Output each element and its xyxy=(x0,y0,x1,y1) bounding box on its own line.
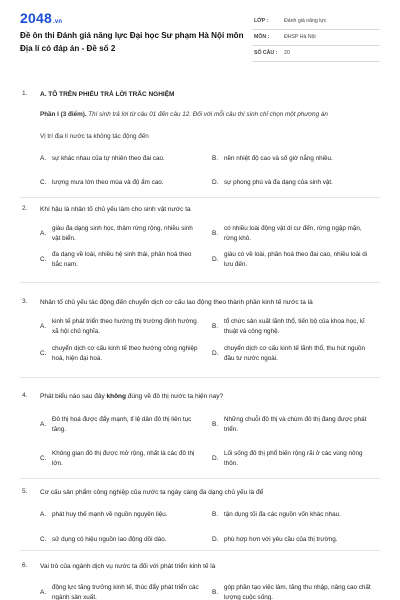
option-text: nền nhiệt độ cao và số giờ nắng nhiều. xyxy=(224,155,333,162)
option-letter: D. xyxy=(212,179,219,186)
option-text: Những chuỗi đô thị và chùm đô thị đang được phát triển. xyxy=(224,416,367,433)
question-stem: Nhân tố chủ yếu tác động đến chuyển dịch cơ cấu lao động theo thành phần kinh tế nước ta là xyxy=(40,299,313,306)
option-letter: D. xyxy=(212,455,219,462)
option-letter: C. xyxy=(40,350,47,357)
question-number: 2. xyxy=(22,205,28,212)
option-letter: C. xyxy=(40,256,47,263)
option-letter: A. xyxy=(40,421,47,428)
brand-logo[interactable] xyxy=(20,10,62,26)
option-text: sử dụng có hiệu nguồn lao động dồi dào. xyxy=(52,536,167,543)
option-text: phát huy thế mạnh về nguồn nguyên liệu. xyxy=(52,511,168,518)
question-stem: Vị trí địa lí nước ta không tác động đến xyxy=(40,133,149,140)
brand-suffix: .vn xyxy=(52,19,63,25)
part-label: Phần I (3 điểm). xyxy=(40,111,87,118)
option-text: sự phong phú và đa dạng của sinh vật. xyxy=(224,179,333,186)
meta-label-mon: MÔN : xyxy=(254,34,270,40)
option-letter: C. xyxy=(40,179,47,186)
question-stem xyxy=(40,392,385,402)
part-description xyxy=(40,110,385,120)
meta-label-lop: LỚP : xyxy=(254,18,269,24)
option-text: Đô thị hoá được đẩy mạnh, tỉ lệ dân đô thị liên tục tăng. xyxy=(52,416,192,433)
option-letter: D. xyxy=(212,536,219,543)
meta-row-socau xyxy=(252,46,380,62)
question-number: 6. xyxy=(22,562,28,569)
divider xyxy=(20,377,380,378)
divider xyxy=(20,197,380,198)
option-letter: A. xyxy=(40,230,47,237)
option-letter: B. xyxy=(212,421,219,428)
option-text: lượng mưa lớn theo mùa và độ ẩm cao. xyxy=(52,179,164,186)
exam-meta xyxy=(252,14,380,62)
question-stem: Khí hậu là nhân tố chủ yếu làm cho sinh vật nước ta xyxy=(40,206,191,213)
option-letter: B. xyxy=(212,230,219,237)
stem-post: đúng về đô thị nước ta hiện nay? xyxy=(126,393,224,400)
part-text: Thí sinh trả lời từ câu 01 đến câu 12. Đối với mỗi câu thí sinh chỉ chọn một phương án xyxy=(86,111,328,118)
option-text: giàu đa dạng sinh học, thảm rừng rộng, nhiều sinh vật biển. xyxy=(52,225,193,242)
option-text: Không gian đô thị được mở rộng, nhất là các đô thị lớn. xyxy=(52,450,195,467)
question-number: 1. xyxy=(22,90,28,97)
option-text: giàu có về loài, phân hoá theo đai cao, nhiều loài di lưu đến. xyxy=(224,251,368,268)
meta-value-lop: Đánh giá năng lực xyxy=(284,18,327,24)
question-number: 4. xyxy=(22,392,28,399)
option-text: động lực tăng trưởng kinh tế, thúc đẩy phát triển các ngành sản xuất. xyxy=(52,584,199,600)
option-letter: C. xyxy=(40,536,47,543)
option-text: chuyển dịch cơ cấu kinh tế theo hướng công nghiệp hoá, hiện đại hoá. xyxy=(52,345,198,362)
option-letter: C. xyxy=(40,455,47,462)
option-letter: D. xyxy=(212,350,219,357)
option-letter: A. xyxy=(40,323,47,330)
option-text: sự khác nhau của tự nhiên theo đai cao. xyxy=(52,155,165,162)
question-number: 5. xyxy=(22,488,28,495)
option-text: phù hợp hơn với yêu cầu của thị trường. xyxy=(224,536,338,543)
option-letter: B. xyxy=(212,589,219,596)
meta-row-mon xyxy=(252,30,380,46)
divider xyxy=(20,478,380,479)
section-title: A. TÔ TRÊN PHIẾU TRẢ LỜI TRẮC NGHIỆM xyxy=(40,91,175,98)
option-text: có nhiều loài động vật di cư đến, rừng ngập mặn, rừng khô. xyxy=(224,225,362,242)
option-text: chuyển dịch cơ cấu kinh tế lãnh thổ, thu hút nguồn đầu tư nước ngoài. xyxy=(224,345,366,362)
stem-pre: Phát biểu nào sau đây xyxy=(40,393,107,400)
meta-label-socau: SỐ CÂU : xyxy=(254,50,278,56)
header xyxy=(0,0,400,70)
meta-value-mon: ĐHSP Hà Nội xyxy=(284,34,316,40)
option-letter: A. xyxy=(40,155,47,162)
divider xyxy=(20,550,380,551)
option-text: góp phần tạo việc làm, tăng thu nhập, nâng cao chất lượng cuộc sống. xyxy=(224,584,371,600)
question-number: 3. xyxy=(22,298,28,305)
option-text: đa dạng về loài, nhiều hệ sinh thái, phân hoá theo bắc nam. xyxy=(52,251,192,268)
option-letter: B. xyxy=(212,155,219,162)
option-text: tận dụng tối đa các nguồn vốn khác nhau. xyxy=(224,511,341,518)
option-letter: A. xyxy=(40,511,47,518)
divider xyxy=(20,282,380,283)
option-text: kinh tế phát triển theo hướng thị trường định hướng xã hội chủ nghĩa. xyxy=(52,318,197,335)
option-letter: D. xyxy=(212,256,219,263)
brand-name: 2048 xyxy=(20,10,52,26)
option-text: Lối sống đô thị phổ biến rộng rãi ở các vùng nông thôn. xyxy=(224,450,363,467)
option-letter: B. xyxy=(212,323,219,330)
option-letter: B. xyxy=(212,511,219,518)
meta-row-lop xyxy=(252,14,380,30)
question-stem: Cơ cấu sản phẩm công nghiệp của nước ta ngày càng đa dạng chủ yếu là để xyxy=(40,489,264,496)
page-title: Đề ôn thi Đánh giá năng lực Đại học Sư phạm Hà Nội môn Địa lí có đáp án - Đề số 2 xyxy=(20,31,244,53)
option-letter: A. xyxy=(40,589,47,596)
stem-emphasis: không xyxy=(106,393,126,400)
question-stem: Vai trò của ngành dịch vụ nước ta đối với phát triển kinh tế là xyxy=(40,563,216,570)
option-text: tổ chức sản xuất lãnh thổ, tiến bộ của khoa học, kĩ thuật và công nghệ. xyxy=(224,318,365,335)
meta-value-socau: 20 xyxy=(284,50,290,56)
